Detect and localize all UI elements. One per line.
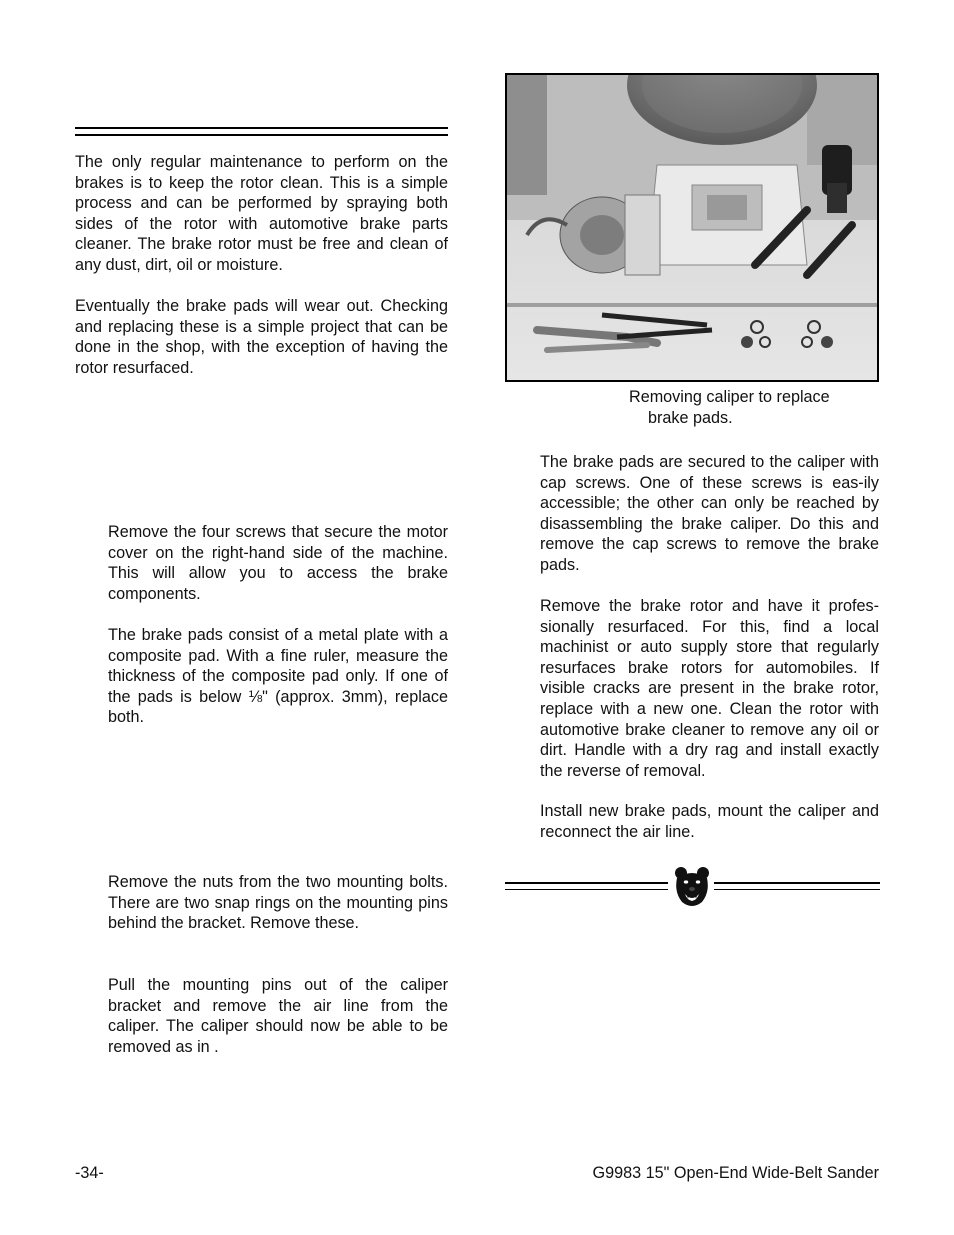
intro-paragraph: The only regular maintenance to perform on the brakes is to keep the rotor clean. This is a simple process and can be performed by spraying both sides of the rotor with automotive brake parts cleaner. The brake rotor must be free and clean of any dust, dirt, oil or moisture. xyxy=(75,153,448,274)
figure-caption-line2: brake pads. xyxy=(648,409,733,427)
step-remove-cover: Remove the four screws that secure the motor cover on the right-hand side of the machine. This will allow you to access the brake components. xyxy=(108,523,448,603)
wear-paragraph: Eventually the brake pads will wear out. Checking and replacing these is a simple project that can be done in the shop, with the exception of having the rotor resurfaced. xyxy=(75,297,448,377)
step-measure-pads: The brake pads consist of a metal plate with a composite pad. With a fine ruler, measure the thickness of the composite pad only. If one of the pads is below ⅛" (approx. 3mm), replace both. xyxy=(108,626,448,727)
install-paragraph: Install new brake pads, mount the caliper and reconnect the air line. xyxy=(540,802,879,841)
caliper-photo-illustration xyxy=(507,75,877,380)
section-header-rule-top xyxy=(75,127,448,129)
caliper-photo xyxy=(505,73,879,382)
step-remove-nuts: Remove the nuts from the two mounting bolts. There are two snap rings on the mounting pins behind the bracket. Remove these. xyxy=(108,873,448,933)
end-rule-left-bottom xyxy=(505,889,668,890)
end-rule-right-top xyxy=(714,882,880,884)
footer-title: G9983 15" Open-End Wide-Belt Sander xyxy=(592,1164,879,1182)
cap-screws-paragraph: The brake pads are secured to the caliper with cap screws. One of these screws is eas-ily accessible; the other can only be reached by disassembling the brake caliper. Do this and remove the cap screws to remove the brake pads. xyxy=(540,453,879,574)
section-header-rule-bottom xyxy=(75,134,448,136)
figure-caption-line1: Removing caliper to replace xyxy=(629,388,830,406)
step-pull-pins: Pull the mounting pins out of the caliper bracket and remove the air line from the caliper. The caliper should now be able to be removed as in . xyxy=(108,976,448,1056)
end-rule-right-bottom xyxy=(714,889,880,890)
rotor-resurface-paragraph: Remove the brake rotor and have it profes-sionally resurfaced. For this, find a local machinist or auto supply store that regularly resurfaces brake rotors for automobiles. If visible cracks are present in the brake rotor, replace with a new one. Clean the rotor with automotive brake cleaner to remove any oil or dirt. Handle with a dry rag and install exactly the reverse of removal. xyxy=(540,597,879,780)
bear-head-icon xyxy=(674,866,710,910)
end-rule-left-top xyxy=(505,882,668,884)
page-number: -34- xyxy=(75,1164,104,1182)
